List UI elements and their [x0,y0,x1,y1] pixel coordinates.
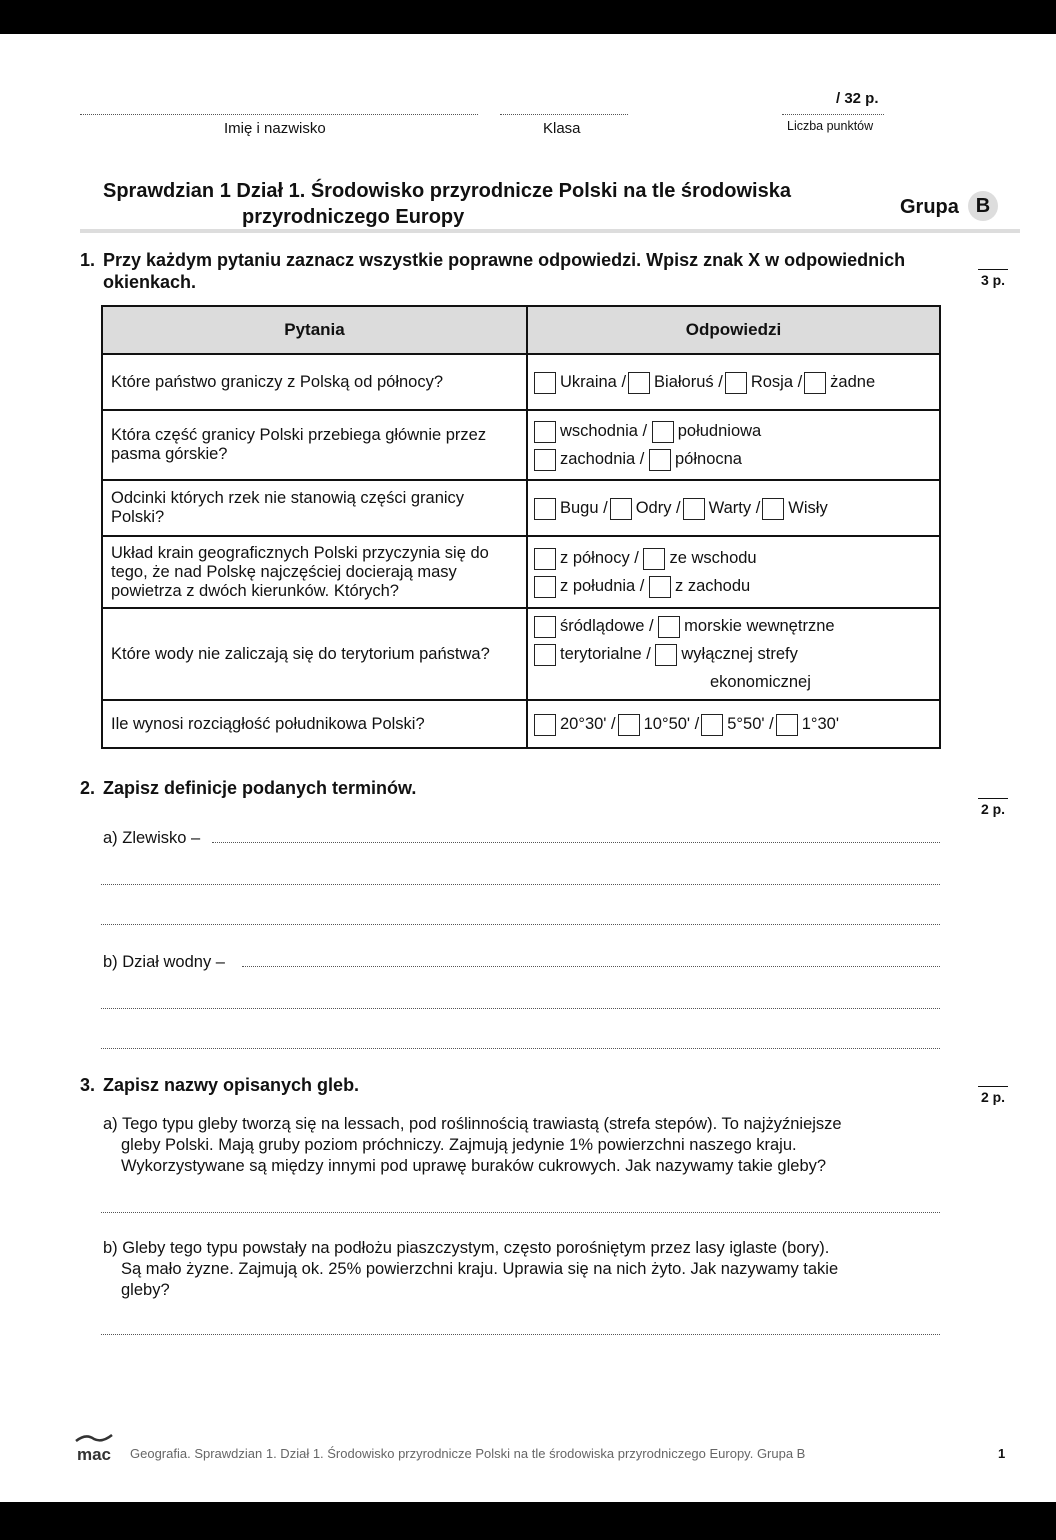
class-line[interactable] [500,114,628,115]
option-label: ze wschodu [669,549,757,567]
q3-b-line3: gleby? [121,1281,170,1299]
checkbox[interactable] [534,616,556,638]
answer-cell [527,536,940,608]
table-row [102,480,940,536]
q3-a-line2: gleby Polski. Mają gruby poziom próchniczy. Zajmują jedynie 1% powierzchni naszego kraju. [121,1136,797,1154]
option-label: ekonomicznej [710,673,811,691]
option-label: Warty / [708,499,761,517]
q3-b-line1: b) Gleby tego typu powstały na podłożu piaszczystym, często porośniętym przez lasy iglaste (bory). [103,1239,830,1257]
q3-points: 2 p. [978,1086,1008,1105]
checkbox[interactable] [610,498,632,520]
q3-number: 3. [80,1075,96,1095]
checkbox[interactable] [701,714,723,736]
page-number: 1 [998,1446,1006,1461]
q3-text: Zapisz nazwy opisanych gleb. [103,1075,360,1095]
checkbox[interactable] [534,714,556,736]
question-cell: Odcinki których rzek nie stanowią części granicy Polski? [102,480,527,536]
option-label: morskie wewnętrzne [684,617,835,635]
q3-a-line3: Wykorzystywane są między innymi pod uprawę buraków cukrowych. Jak nazywamy takie gleby? [121,1157,827,1175]
points-line[interactable] [782,114,884,115]
option-label: 5°50' / [727,715,774,733]
footer-text: Geografia. Sprawdzian 1. Dział 1. Środowisko przyrodnicze Polski na tle środowiska przyrodniczego Europy. Grupa B [130,1446,806,1461]
answer-table [101,305,941,749]
option-label: Bugu / [560,499,608,517]
checkbox[interactable] [534,498,556,520]
option-label: Wisły [788,499,828,517]
points-label: Liczba punktów [787,119,874,133]
answer-cell [527,410,940,480]
table-row [102,410,940,480]
option-label: 20°30' / [560,715,616,733]
group-badge: B [968,191,998,221]
checkbox[interactable] [655,644,677,666]
name-label: Imię i nazwisko [224,120,326,137]
q1-number: 1. [80,250,96,270]
q2-text: Zapisz definicje podanych terminów. [103,778,417,798]
table-row [102,700,940,748]
answer-line[interactable] [101,1008,940,1009]
class-label: Klasa [543,120,581,137]
checkbox[interactable] [683,498,705,520]
title-line1: Sprawdzian 1 Dział 1. Środowisko przyrodnicze Polski na tle środowiska [103,180,791,202]
checkbox[interactable] [658,616,680,638]
answer-cell [527,354,940,410]
q2-number: 2. [80,778,96,798]
option-label: Odry / [635,499,681,517]
question-cell: Które wody nie zaliczają się do terytorium państwa? [102,608,527,700]
name-line[interactable] [80,114,478,115]
checkbox[interactable] [534,449,556,471]
answer-line[interactable] [101,1048,940,1049]
option-label: 10°50' / [643,715,700,733]
q1-text-line1: Przy każdym pytaniu zaznacz wszystkie poprawne odpowiedzi. Wpisz znak X w odpowiednich [103,250,906,270]
table-row [102,354,940,410]
col-header-answers: Odpowiedzi [527,306,940,354]
checkbox[interactable] [762,498,784,520]
q2-term-a: a) Zlewisko – [103,829,201,847]
answer-line[interactable] [242,966,940,967]
logo-text: mac [76,1445,112,1464]
checkbox[interactable] [804,372,826,394]
option-label: śródlądowe / [560,617,654,635]
option-label: zachodnia / [560,450,645,468]
answer-line[interactable] [101,924,940,925]
question-cell: Układ krain geograficznych Polski przyczynia się do tego, że nad Polskę najczęściej docierają masy powietrza z dwóch kierunków. Których? [102,536,527,608]
checkbox[interactable] [534,548,556,570]
q3-a-line1: a) Tego typu gleby tworzą się na lessach, pod roślinnością trawiastą (strefa stepów). To najżyźniejsze [103,1115,842,1133]
checkbox[interactable] [643,548,665,570]
group-label: Grupa [900,196,959,218]
option-label: z południa / [560,577,645,595]
option-label: Białoruś / [654,373,723,391]
publisher-logo [72,1430,116,1462]
option-label: wyłącznej strefy [681,645,798,663]
option-label: terytorialne / [560,645,651,663]
wave-icon [74,1433,114,1443]
option-label: wschodnia / [560,422,648,440]
worksheet-page [0,34,1056,1502]
answer-cell [527,608,940,700]
question-cell: Które państwo graniczy z Polską od północy? [102,354,527,410]
answer-line[interactable] [101,1212,940,1213]
title-divider [80,229,1020,233]
checkbox[interactable] [649,576,671,598]
checkbox[interactable] [534,372,556,394]
option-label: Rosja / [750,373,803,391]
answer-line[interactable] [101,1334,940,1335]
checkbox[interactable] [534,644,556,666]
checkbox[interactable] [534,576,556,598]
checkbox[interactable] [776,714,798,736]
option-label: z północy / [560,549,639,567]
title-line2: przyrodniczego Europy [242,206,465,228]
answer-cell [527,700,940,748]
checkbox[interactable] [618,714,640,736]
q2-points: 2 p. [978,798,1008,817]
answer-line[interactable] [212,842,940,843]
col-header-questions: Pytania [102,306,527,354]
option-label: Ukraina / [560,373,627,391]
table-row [102,536,940,608]
option-label: żadne [830,373,876,391]
q1-points: 3 p. [978,269,1008,288]
option-label: północna [675,450,742,468]
answer-cell [527,480,940,536]
points-total: / 32 p. [836,90,879,107]
checkbox[interactable] [649,449,671,471]
option-label: z zachodu [675,577,751,595]
checkbox[interactable] [652,421,674,443]
checkbox[interactable] [534,421,556,443]
question-cell: Która część granicy Polski przebiega głównie przez pasma górskie? [102,410,527,480]
checkbox[interactable] [725,372,747,394]
question-cell: Ile wynosi rozciągłość południkowa Polski? [102,700,527,748]
option-label: 1°30' [801,715,839,733]
q1-text-line2: okienkach. [103,272,197,292]
answer-line[interactable] [101,884,940,885]
checkbox[interactable] [628,372,650,394]
table-row [102,608,940,700]
q2-term-b: b) Dział wodny – [103,953,225,971]
q3-b-line2: Są mało żyzne. Zajmują ok. 25% powierzchni kraju. Uprawia się na nich żyto. Jak nazywamy takie [121,1260,839,1278]
option-label: południowa [677,422,762,440]
